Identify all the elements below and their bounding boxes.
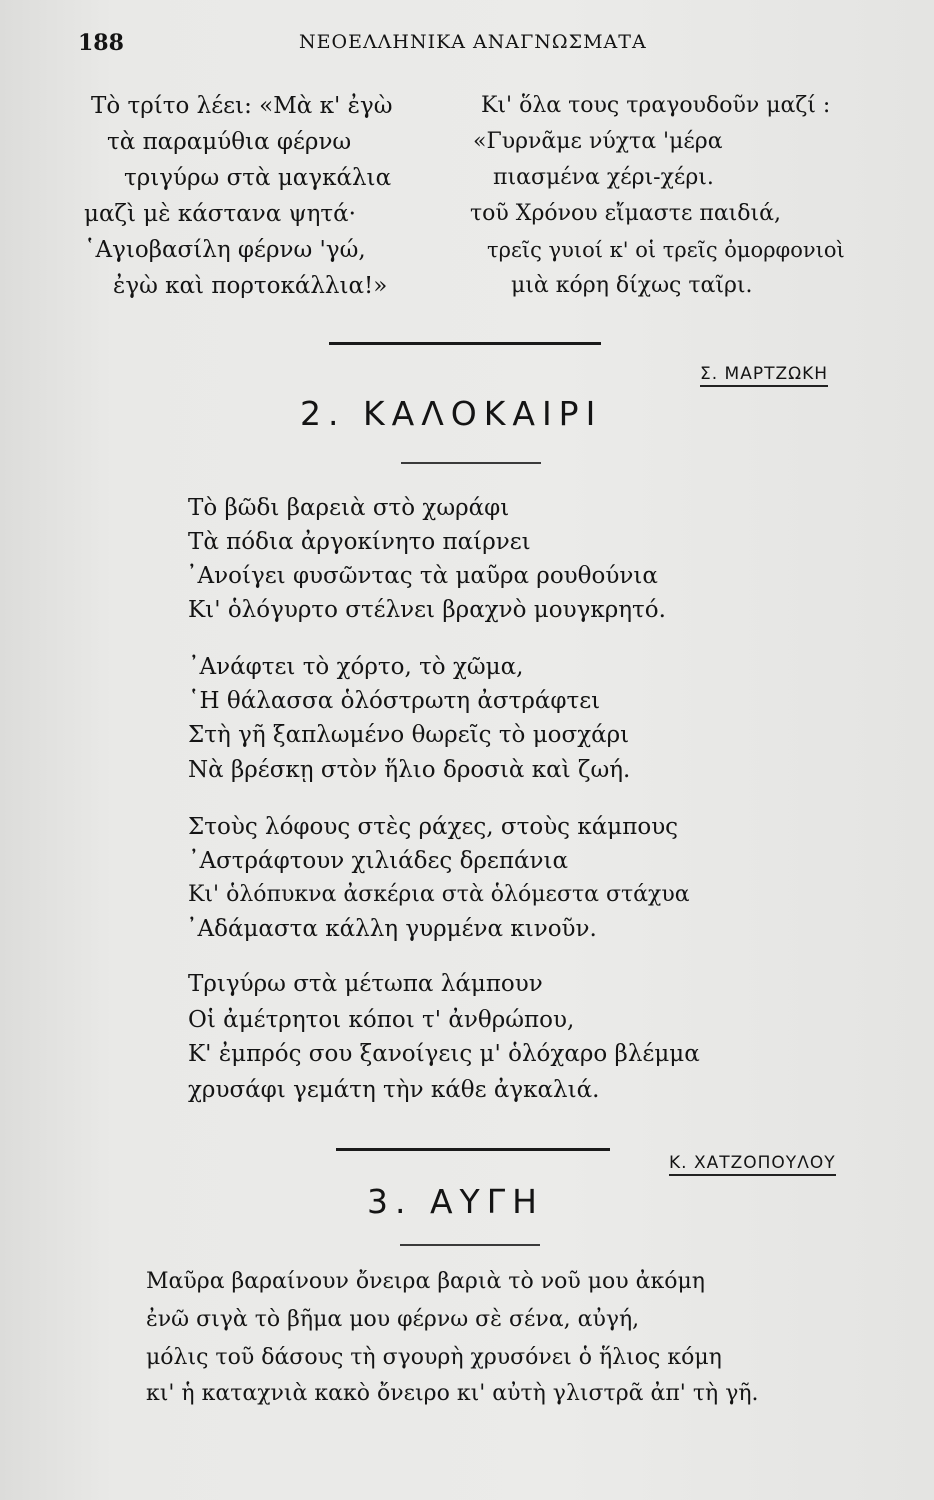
verse-line: Τὸ τρίτο λέει: «Μὰ κ' ἐγὼ [91, 93, 393, 119]
verse-line: Κι' ὁλόγυρτο στέλνει βραχνὸ μουγκρητό. [188, 597, 666, 623]
verse-line: Τριγύρω στὰ μέτωπα λάμπουν [188, 971, 543, 997]
verse-line: ᾿Ανοίγει φυσῶντας τὰ μαῦρα ρουθούνια [186, 563, 658, 589]
verse-line: κι' ἡ καταχνιὰ κακὸ ὄνειρο κι' αὐτὴ γλιστρᾶ ἀπ' τὴ γῆ. [146, 1381, 759, 1406]
section-title: 3. ΑΥΓΗ [367, 1182, 544, 1221]
title-underline [400, 1244, 540, 1246]
verse-line: ᾿Ανάφτει τὸ χόρτο, τὸ χῶμα, [188, 654, 524, 680]
verse-line: Μαῦρα βαραίνουν ὄνειρα βαριὰ τὸ νοῦ μου ἀκόμη [146, 1269, 705, 1294]
verse-line: τρεῖς γυιοί κ' οἱ τρεῖς ὀμορφονιοὶ [487, 238, 845, 262]
verse-line: Νὰ βρέσκῃ στὸν ἥλιο δροσιὰ καὶ ζωή. [188, 757, 631, 783]
verse-line: ᾿Αδάμαστα κάλλη γυρμένα κινοῦν. [186, 916, 597, 942]
page-number: 188 [78, 30, 124, 56]
verse-line: Κι' ὁλόπυκνα ἀσκέρια στὰ ὁλόμεστα στάχυα [188, 882, 690, 907]
verse-line: ῾Η θάλασσα ὁλόστρωτη ἀστράφτει [188, 688, 601, 714]
author-credit: Σ. ΜΑΡΤΖΩΚΗ [700, 364, 828, 387]
section-divider [329, 342, 601, 345]
verse-line: ῾Αγιοβασίλη φέρνω 'γώ, [84, 237, 366, 263]
verse-line: ἐνῶ σιγὰ τὸ βῆμα μου φέρνω σὲ σένα, αὐγή, [146, 1307, 640, 1332]
verse-line: πιασμένα χέρι-χέρι. [493, 165, 714, 190]
verse-line: μιὰ κόρη δίχως ταῖρι. [511, 273, 753, 298]
section-divider [336, 1148, 610, 1151]
verse-line: μαζὶ μὲ κάστανα ψητά· [84, 201, 356, 227]
running-header: ΝΕΟΕΛΛΗΝΙΚΑ ΑΝΑΓΝΩΣΜΑΤΑ [299, 31, 647, 53]
verse-line: Στοὺς λόφους στὲς ράχες, στοὺς κάμπους [188, 814, 679, 840]
verse-line: «Γυρνᾶμε νύχτα 'μέρα [473, 129, 723, 154]
verse-line: χρυσάφι γεμάτη τὴν κάθε ἀγκαλιά. [188, 1077, 600, 1103]
verse-line: Οἱ ἀμέτρητοι κόποι τ' ἀνθρώπου, [188, 1007, 575, 1033]
verse-line: τὰ παραμύθια φέρνω [107, 129, 352, 155]
verse-line: Στὴ γῆ ξαπλωμένο θωρεῖς τὸ μοσχάρι [188, 722, 630, 748]
title-underline [401, 462, 541, 464]
verse-line: τριγύρω στὰ μαγκάλια [124, 165, 392, 191]
author-credit: Κ. ΧΑΤΖΟΠΟΥΛΟΥ [669, 1153, 836, 1176]
verse-line: ᾿Αστράφτουν χιλιάδες δρεπάνια [188, 848, 569, 874]
verse-line: Κι' ὅλα τους τραγουδοῦν μαζί : [481, 93, 831, 118]
verse-line: Τὸ βῶδι βαρειὰ στὸ χωράφι [188, 495, 510, 521]
verse-line: τοῦ Χρόνου εἴμαστε παιδιά, [470, 201, 782, 226]
verse-line: Τὰ πόδια ἀργοκίνητο παίρνει [188, 529, 531, 555]
verse-line: Κ' ἐμπρός σου ξανοίγεις μ' ὁλόχαρο βλέμμα [188, 1041, 700, 1067]
verse-line: ἐγὼ καὶ πορτοκάλλια!» [113, 273, 388, 299]
verse-line: μόλις τοῦ δάσους τὴ σγουρὴ χρυσόνει ὁ ἥλιος κόμη [146, 1345, 722, 1370]
section-title: 2. ΚΑΛΟΚΑΙΡΙ [300, 394, 603, 433]
